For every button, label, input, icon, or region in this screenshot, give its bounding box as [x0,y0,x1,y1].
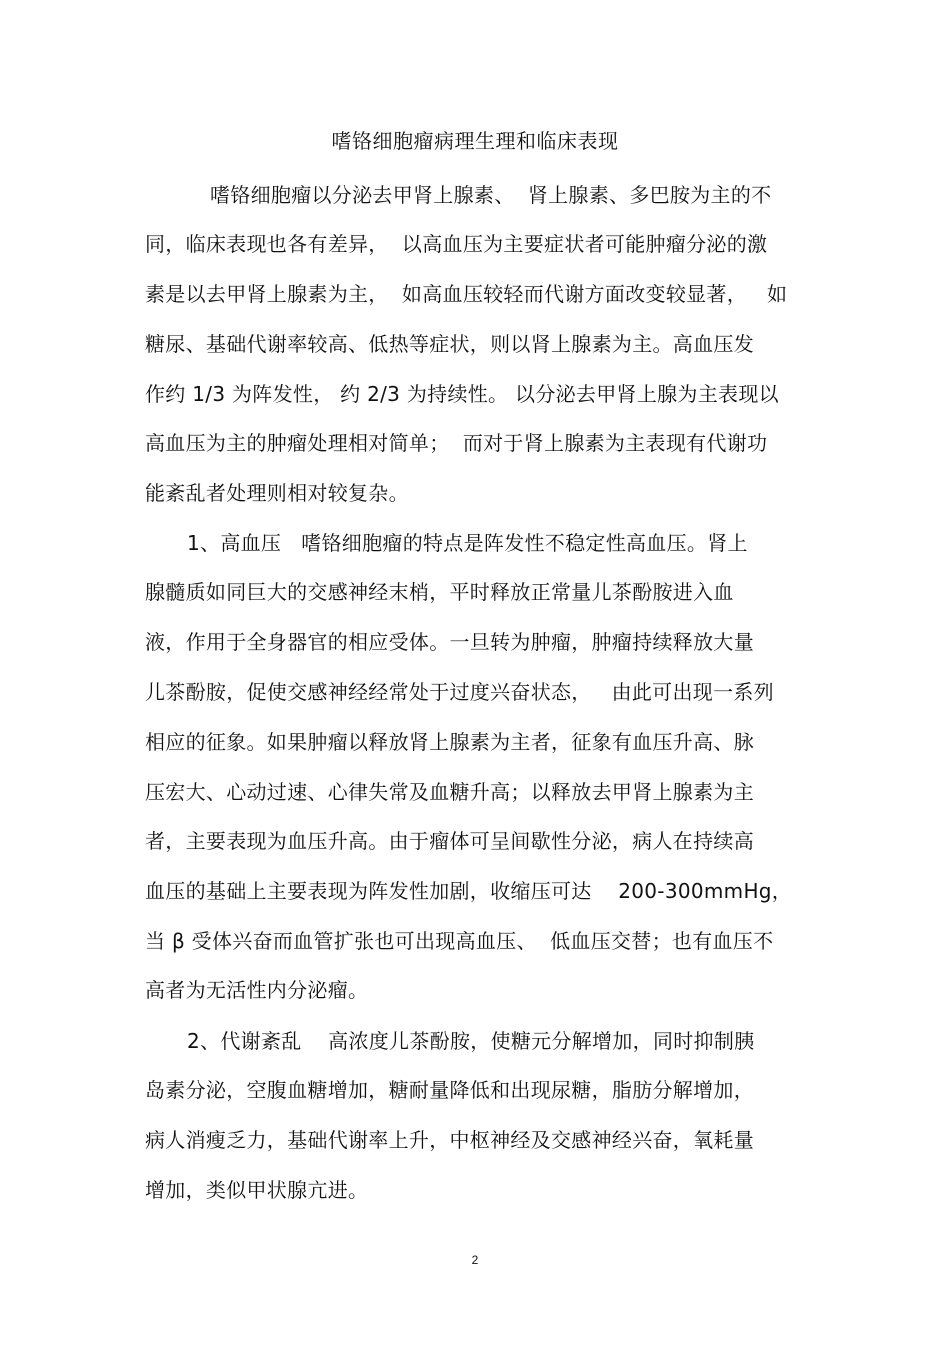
paragraph-line: 素是以去甲肾上腺素为主， 如高血压较轻而代谢方面改变较显著， 如 [145,282,788,306]
page-number: 2 [471,1253,479,1267]
paragraph-line: 同，临床表现也各有差异， 以高血压为主要症状者可能肿瘤分泌的激 [145,232,768,256]
paragraph-line: 嗜铬细胞瘤以分泌去甲肾上腺素、 肾上腺素、多巴胺为主的不 [210,183,772,207]
document-title: 嗜铬细胞瘤病理生理和临床表现 [331,129,619,153]
paragraph-line: 儿茶酚胺，促使交感神经经常处于过度兴奋状态， 由此可出现一系列 [145,680,774,704]
paragraph-line: 增加，类似甲状腺亢进。 [145,1178,369,1202]
paragraph-line: 高者为无活性内分泌瘤。 [145,978,369,1002]
paragraph-line: 液，作用于全身器官的相应受体。一旦转为肿瘤，肿瘤持续释放大量 [145,630,754,654]
section-heading-line: 1、高血压 嗜铬细胞瘤的特点是阵发性不稳定性高血压。肾上 [187,531,748,555]
paragraph-line: 者，主要表现为血压升高。由于瘤体可呈间歇性分泌，病人在持续高 [145,829,754,853]
paragraph-line: 岛素分泌，空腹血糖增加，糖耐量降低和出现尿糖，脂肪分解增加， [145,1078,754,1102]
paragraph-line: 高血压为主的肿瘤处理相对简单； 而对于肾上腺素为主表现有代谢功 [145,431,768,455]
paragraph-line: 能紊乱者处理则相对较复杂。 [145,481,409,505]
paragraph-line: 病人消瘦乏力，基础代谢率上升，中枢神经及交感神经兴奋，氧耗量 [145,1128,754,1152]
paragraph-line: 腺髓质如同巨大的交感神经末梢，平时释放正常量儿茶酚胺进入血 [145,580,734,604]
paragraph-line: 血压的基础上主要表现为阵发性加剧，收缩压可达 200-300mmHg， [145,879,793,903]
paragraph-line: 糖尿、基础代谢率较高、低热等症状，则以肾上腺素为主。高血压发 [145,332,754,356]
paragraph-line: 相应的征象。如果肿瘤以释放肾上腺素为主者，征象有血压升高、脉 [145,730,754,754]
paragraph-line: 作约 1/3 为阵发性， 约 2/3 为持续性。 以分泌去甲肾上腺为主表现以 [145,382,779,406]
paragraph-line: 压宏大、心动过速、心律失常及血糖升高；以释放去甲肾上腺素为主 [145,780,754,804]
paragraph-line: 当 β 受体兴奋而血管扩张也可出现高血压、 低血压交替；也有血压不 [145,929,774,953]
section-heading-line: 2、代谢紊乱 高浓度儿茶酚胺，使糖元分解增加，同时抑制胰 [187,1029,755,1053]
